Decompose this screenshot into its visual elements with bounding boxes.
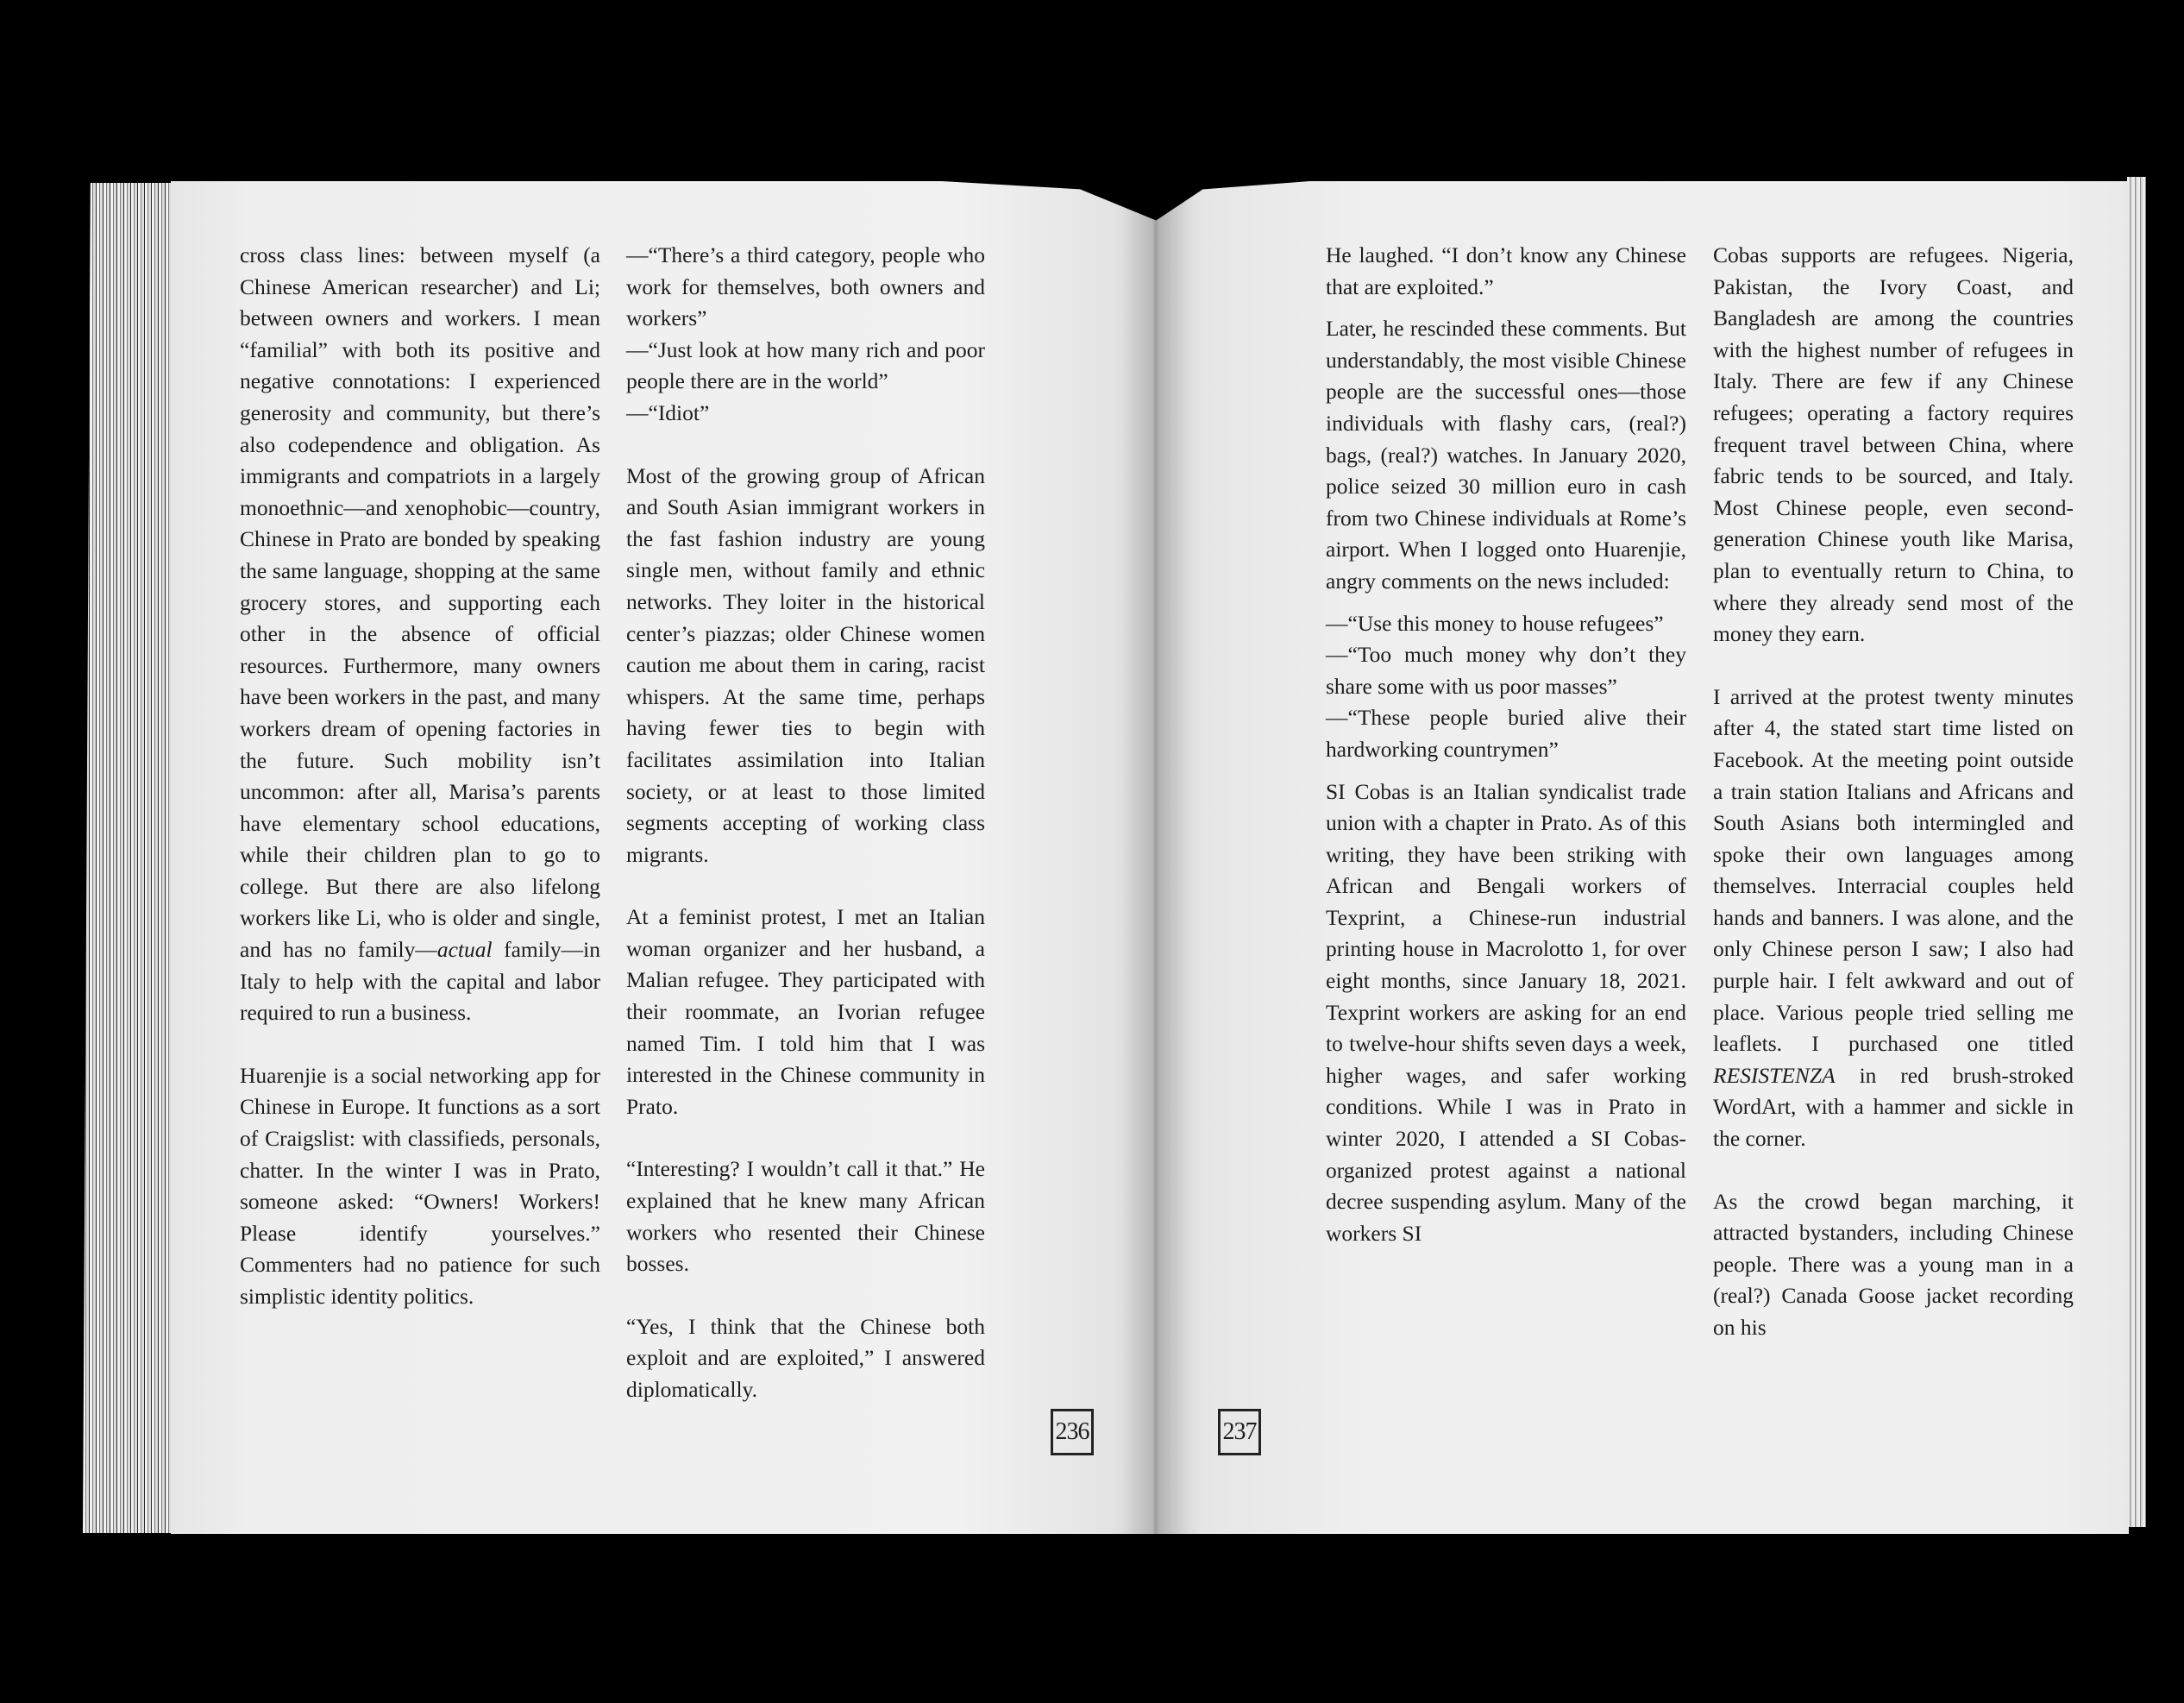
paragraph: I arrived at the protest twenty minutes after 4, the stated start time listed on Facebook. At the meeting point outside a train station Italians and Africans and South Asians both intermingled and spoke their own languages among themselves. Interracial couples held hands and banners. I was alone, and the only Chinese person I saw; I also had purple hair. I felt awkward and out of place. Various people tried selling me leaflets. I purchased one titled RESISTENZA in red brush-stroked WordArt, with a hammer and sickle in the corner.	[1713, 683, 2074, 1152]
right-page-column-1	[1326, 240, 1686, 1249]
quote-line: —“These people buried alive their hardworking countrymen”	[1326, 705, 1686, 762]
page-number: 237	[1218, 1409, 1261, 1455]
quote-line: —“Too much money why don’t they share some with us poor masses”	[1326, 642, 1686, 699]
paragraph: SI Cobas is an Italian syndicalist trade union with a chapter in Prato. As of this writing, they have been striking with African and Bengali workers of Texprint, a Chinese-run industrial printing house in Macrolotto 1, for over eight months, since January 18, 2021. Texprint workers are asking for an end to twelve-hour shifts seven days a week, higher wages, and safer working conditions. While I was in Prato in winter 2020, I attended a SI Cobas-organized protest against a national decree suspending asylum. Many of the workers SI	[1326, 778, 1686, 1246]
paragraph: Most of the growing group of African and South Asian immigrant workers in the fast fashion industry are young single men, without family and ethnic networks. They loiter in the historical center’s piazzas; older Chinese women caution me about them in caring, racist whispers. At the same time, perhaps having fewer ties to begin with facilitates assimilation into Italian society, or at least to those limited segments accepting of working class migrants.	[626, 462, 985, 867]
right-page-column-2	[1713, 240, 2074, 1344]
page-edges-right	[2127, 177, 2146, 1527]
paragraph: Cobas supports are refugees. Nigeria, Pakistan, the Ivory Coast, and Bangladesh are among the countries with the highest number of refugees in Italy. There are few if any Chinese refugees; operating a factory requires frequent travel between China, where fabric tends to be sourced, and Italy. Most Chinese people, even second-generation Chinese youth like Marisa, plan to eventually return to China, to where they already send most of the money they earn.	[1713, 242, 2074, 647]
paragraph: As the crowd began marching, it attracted bystanders, including Chinese people. There was a young man in a (real?) Canada Goose jacket recording on his	[1713, 1188, 2074, 1340]
paragraph: “Yes, I think that the Chinese both exploit and are exploited,” I answered diplomatically.	[626, 1313, 985, 1402]
left-page-column-1	[240, 240, 600, 1313]
quote-line: —“Use this money to house refugees”	[1326, 610, 1664, 636]
paragraph: cross class lines: between myself (a Chinese American researcher) and Li; between owners and workers. I mean “familial” with both its positive and negative connotations: I experienced generosity and community, but there’s also codependence and obligation. As immigrants and compatriots in a largely monoethnic—and xenophobic—country, Chinese in Prato are bonded by speaking the same language, shopping at the same grocery stores, and supporting each other in the absence of official resources. Furthermore, many owners have been workers in the past, and many workers dream of opening factories in the future. Such mobility isn’t uncommon: after all, Marisa’s parents have elementary school educations, while their children plan to go to college. But there are also lifelong workers like Li, who is older and single, and has no family—actual family—in Italy to help with the capital and labor required to run a business.	[240, 242, 601, 1026]
paragraph: At a feminist protest, I met an Italian woman organizer and her husband, a Malian refugee. They participated with their roommate, an Ivorian refugee named Tim. I told him that I was interested in the Chinese community in Prato.	[626, 904, 985, 1119]
paragraph: Huarenjie is a social networking app for Chinese in Europe. It functions as a sort of Craigslist: with classifieds, personals, chatter. In the winter I was in Prato, someone asked: “Owners! Workers! Please identify yourselves.” Commenters had no patience for such simplistic identity politics.	[240, 1062, 600, 1309]
paragraph: “Interesting? I wouldn’t call it that.” He explained that he knew many African workers who resented their Chinese bosses.	[626, 1156, 985, 1277]
quote-line: —“There’s a third category, people who work for themselves, both owners and workers”	[626, 242, 985, 331]
paragraph: He laughed. “I don’t know any Chinese that are exploited.”	[1326, 242, 1686, 299]
quote-line: —“Idiot”	[626, 399, 710, 425]
left-page-column-2	[626, 240, 985, 1406]
quote-line: —“Just look at how many rich and poor people there are in the world”	[626, 336, 985, 394]
page-number: 236	[1051, 1409, 1094, 1455]
book-gutter	[1121, 183, 1190, 1534]
paragraph: Later, he rescinded these comments. But understandably, the most visible Chinese people are the successful ones—those individuals with flashy cars, (real?) bags, (real?) watches. In January 2020, police seized 30 million euro in cash from two Chinese individuals at Rome’s airport. When I logged onto Huarenjie, angry comments on the news included:	[1326, 316, 1686, 594]
page-edges-left	[83, 183, 178, 1533]
